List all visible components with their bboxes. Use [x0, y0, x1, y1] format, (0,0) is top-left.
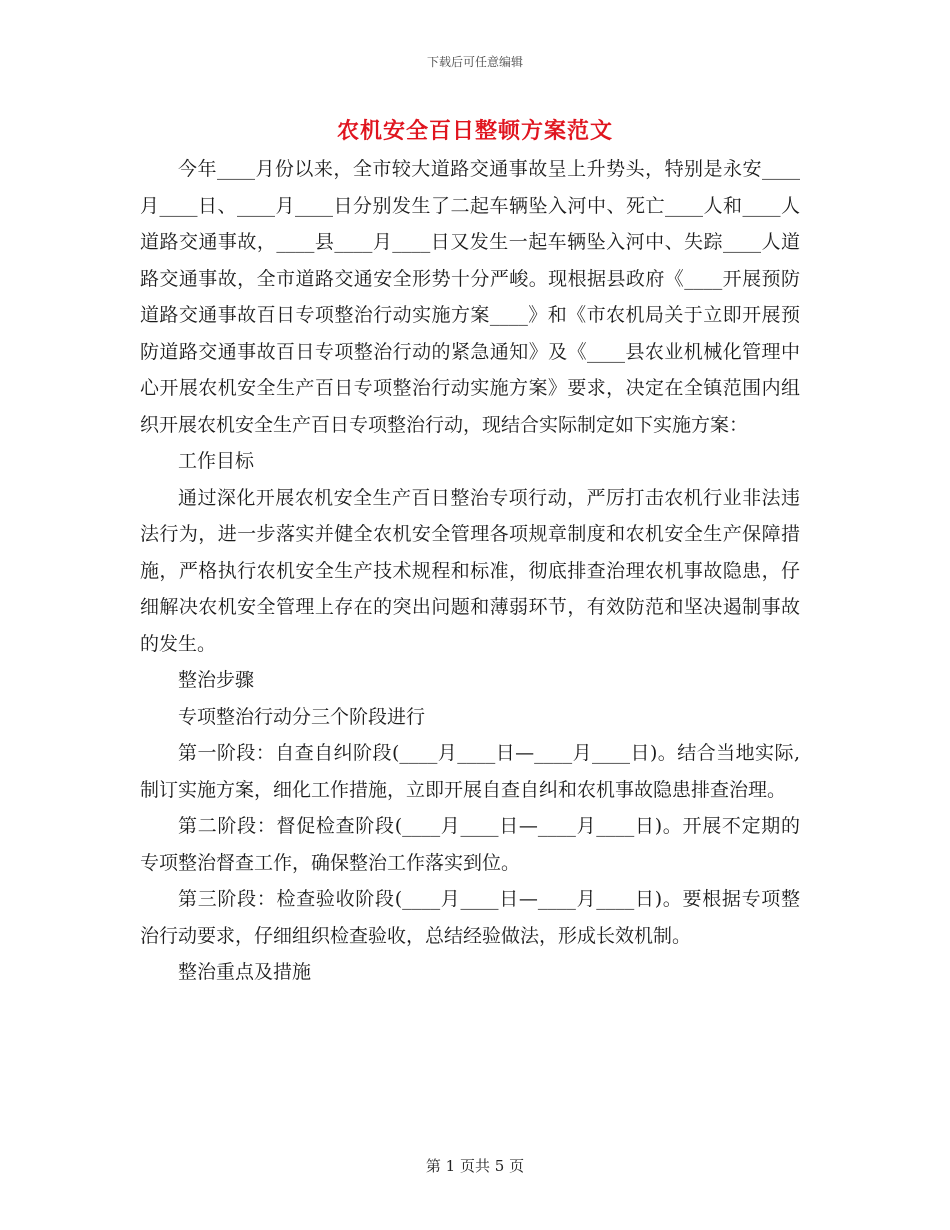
heading-key-measures: 整治重点及措施: [178, 961, 312, 983]
document-title: 农机安全百日整顿方案范文: [336, 118, 613, 144]
paragraph-stage-one: 第一阶段：自查自纠阶段(____月____日—____月____日)。结合当地实际,制订实施方案，细化工作措施，立即开展自查自纠和农机事故隐患排查治理。: [140, 742, 800, 801]
paragraph-work-goal: 通过深化开展农机安全生产百日整治专项行动，严厉打击农机行业非法违法行为，进一步落实并健全农机安全管理各项规章制度和农机安全生产保障措施，严格执行农机安全生产技术规程和标准，彻底排查治理农机事故隐患，仔细解决农机安全管理上存在的突出问题和薄弱环节，有效防范和坚决遏制事故的发生。: [140, 486, 800, 655]
paragraph-intro: 今年____月份以来，全市较大道路交通事故呈上升势头，特别是永安____月____日、____月____日分别发生了二起车辆坠入河中、死亡____人和____人道路交通事故，____县____月____日又发生一起车辆坠入河中、失踪____人道路交通事故，全市道路交通安全形势十分严峻。现根据县政府《____开展预防道路交通事故百日专项整治行动实施方案____》和《市农机局关于立即开展预防道路交通事故百日专项整治行动的紧急通知》及《____县农业机械化管理中心开展农机安全生产百日专项整治行动实施方案》要求，决定在全镇范围内组织开展农机安全生产百日专项整治行动，现结合实际制定如下实施方案：: [140, 158, 800, 436]
page-header: 下载后可任意编辑: [426, 55, 523, 69]
heading-work-goal: 工作目标: [178, 450, 255, 472]
heading-steps: 整治步骤: [178, 669, 255, 691]
page-footer: 第 1 页共 5 页: [425, 1157, 525, 1175]
paragraph-stage-three: 第三阶段：检查验收阶段(____月____日—____月____日)。要根据专项整治行动要求，仔细组织检查验收，总结经验做法，形成长效机制。: [140, 888, 800, 947]
paragraph-stage-two: 第二阶段：督促检查阶段(____月____日—____月____日)。开展不定期的专项整治督查工作，确保整治工作落实到位。: [140, 815, 800, 874]
paragraph-steps-intro: 专项整治行动分三个阶段进行: [178, 705, 426, 728]
document-body: [140, 151, 800, 991]
